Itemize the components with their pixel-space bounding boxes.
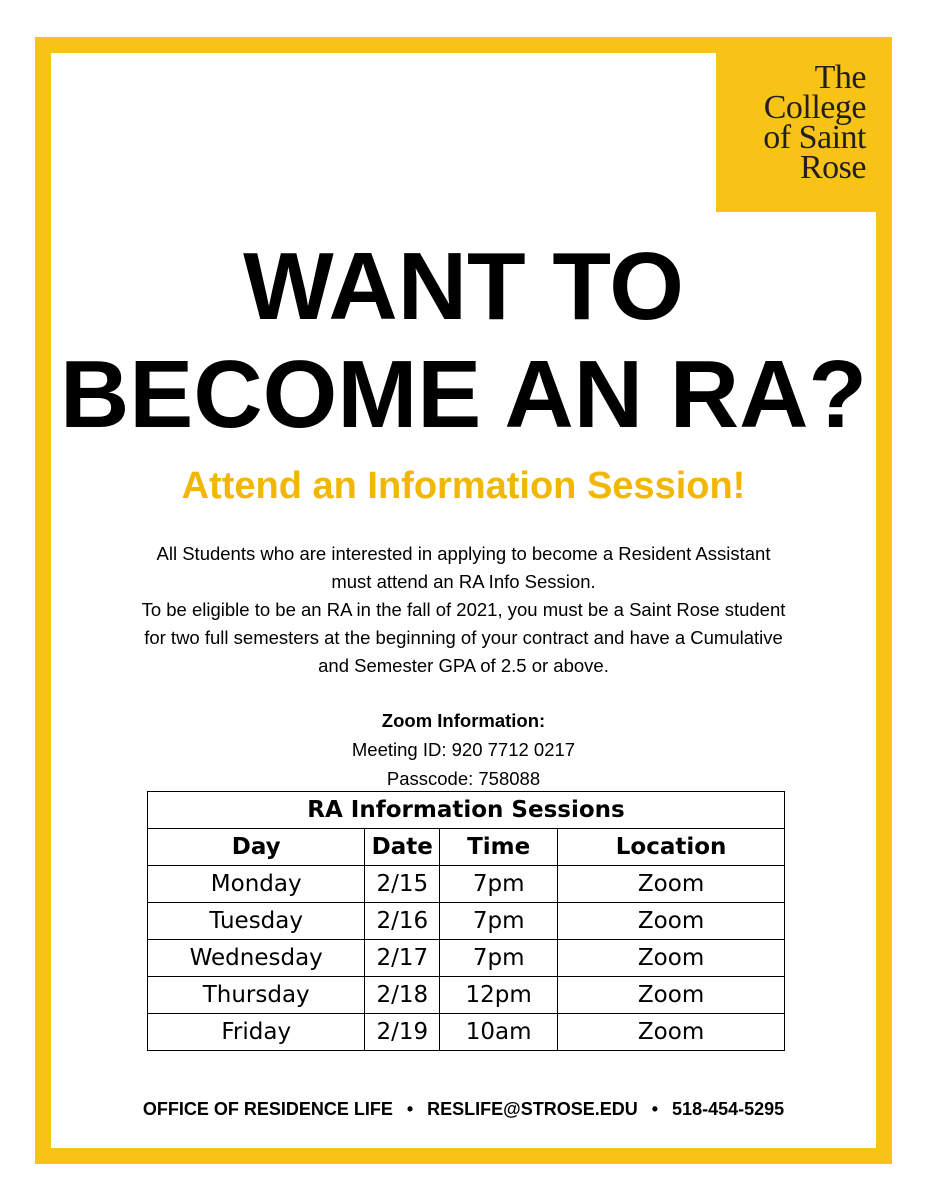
footer-separator: • [406,1099,414,1119]
body-line: All Students who are interested in applying to become a Resident Assistant [156,543,771,564]
cell-location: Zoom [558,903,785,940]
column-header-day: Day [148,829,365,866]
logo-line: College [763,89,866,126]
subheadline: Attend an Information Session! [181,465,746,507]
cell-location: Zoom [558,866,785,903]
body-line: and Semester GPA of 2.5 or above. [318,655,609,676]
column-header-location: Location [558,829,785,866]
cell-location: Zoom [558,940,785,977]
table-row [148,866,785,903]
cell-day: Tuesday [148,903,365,940]
contact-footer [51,1096,876,1122]
zoom-meeting-id: Meeting ID: 920 7712 0217 [351,739,576,760]
cell-time: 7pm [440,866,558,903]
zoom-passcode: Passcode: 758088 [386,768,541,789]
zoom-info-title: Zoom Information: [381,710,546,731]
table-row [148,977,785,1014]
cell-day: Monday [148,866,365,903]
column-header-time: Time [440,829,558,866]
logo-line: of Saint [763,119,866,156]
eligibility-text [60,540,867,680]
sessions-table-caption: RA Information Sessions [148,792,785,829]
headline-line-2: BECOME AN RA? [59,341,868,448]
cell-time: 12pm [440,977,558,1014]
cell-time: 10am [440,1014,558,1051]
sessions-table [147,791,785,1051]
cell-date: 2/17 [365,940,440,977]
zoom-info [60,706,867,793]
table-row [148,940,785,977]
cell-time: 7pm [440,940,558,977]
cell-day: Thursday [148,977,365,1014]
cell-date: 2/16 [365,903,440,940]
contact-phone: 518-454-5295 [672,1099,785,1119]
cell-time: 7pm [440,903,558,940]
cell-date: 2/15 [365,866,440,903]
table-row [148,1014,785,1051]
cell-location: Zoom [558,977,785,1014]
logo-line: Rose [800,149,866,186]
cell-date: 2/19 [365,1014,440,1051]
logo-line: The [814,59,866,96]
body-line: To be eligible to be an RA in the fall of 2021, you must be a Saint Rose student [141,599,786,620]
table-row [148,903,785,940]
body-line: must attend an RA Info Session. [331,571,596,592]
body-line: for two full semesters at the beginning of your contract and have a Cumulative [144,627,783,648]
cell-location: Zoom [558,1014,785,1051]
headline-line-1: WANT TO [243,233,684,340]
cell-day: Friday [148,1014,365,1051]
column-header-date: Date [365,829,440,866]
college-logo-text [763,59,866,186]
contact-email: RESLIFE@STROSE.EDU [427,1099,638,1119]
cell-date: 2/18 [365,977,440,1014]
footer-separator: • [651,1099,659,1119]
college-logo [716,37,892,212]
cell-day: Wednesday [148,940,365,977]
office-name: OFFICE OF RESIDENCE LIFE [142,1099,393,1119]
